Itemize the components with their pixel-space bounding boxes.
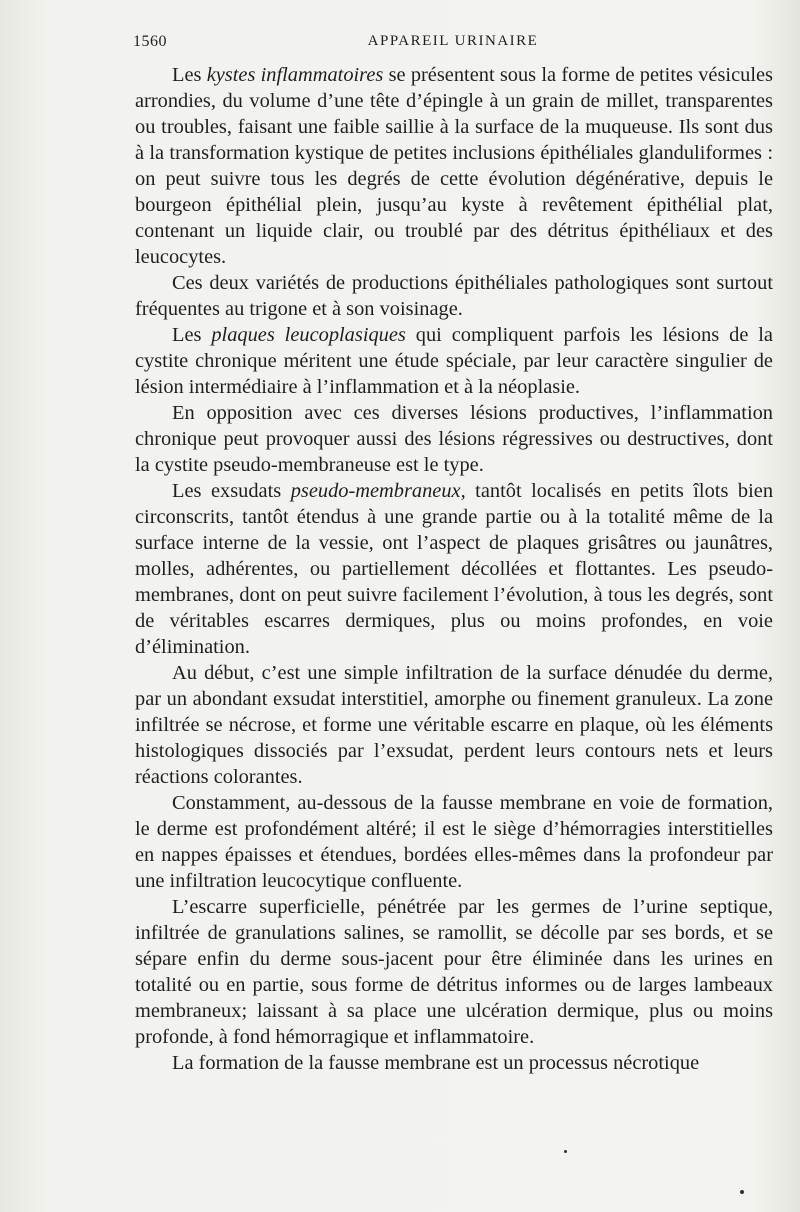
paragraph-leucoplasic-plaques [135, 322, 773, 400]
page-number: 1560 [133, 33, 167, 50]
paragraph-text: tantôt localisés en petits îlots bien circonscrits, tantôt étendus à une grande partie ou à la totalité même de la surface interne de la vessie, ont l’aspect de plaques grisâtres ou jaunâtres, molles, adhérentes, ou partiellement décollées et flottantes. Les pseudo-membranes, dont on peut suivre facilement l’évolution, à tous les degrés, sont de véritables escarres dermiques, plus ou moins profondes, en voie d’élimination. [135, 480, 774, 658]
paragraph-dermis-altered: Constamment, au-dessous de la fausse membrane en voie de formation, le derme est profondément altéré; il est le siège d’hémorragies interstitielles en nappes épaisses et étendues, bordées elles-mêmes dans la profondeur par une infiltration leucocytique confluente. [135, 792, 773, 892]
paragraph-false-membrane: La formation de la fausse membrane est un processus nécrotique [172, 1052, 700, 1074]
paragraph-beginning: Au début, c’est une simple infiltration de la surface dénudée du derme, par un abondant exsudat interstitiel, amorphe ou finement granuleux. La zone infiltrée se nécrose, et forme une véritable escarre en plaque, où les éléments histologiques dissociés par l’exsudat, perdent leurs contours nets et leurs réactions colorantes. [135, 662, 773, 788]
page-header [133, 33, 773, 55]
paragraph-text: se présentent sous la forme de petites vésicules arrondies, du volume d’une tête d’épingle à un grain de millet, transparentes ou troubles, faisant une faible saillie à la surface de la muqueuse. Ils sont dus à la transformation kystique de petites inclusions épithéliales glanduliformes : on peut suivre tous les degrés de cette évolution dégénérative, depuis le bourgeon épithélial plein, jusqu’au kyste à revêtement épithélial plat, contenant un liquide clair, ou troublé par des détritus épithéliaux et des leucocytes. [135, 64, 773, 268]
paragraph-text: qui compliquent parfois les lésions de la cystite chronique méritent une étude spéciale, par leur caractère singulier de lésion intermédiaire à l’inflammation et à la néoplasie. [135, 324, 773, 398]
italic-term: plaques leucoplasiques [211, 324, 406, 346]
body-text [135, 62, 773, 1076]
print-speck [740, 1190, 744, 1194]
paragraph-pseudomembranous-exudates [135, 478, 773, 660]
paragraph-text: Les exsudats [172, 480, 291, 502]
paragraph-text: Les [172, 64, 207, 86]
italic-term: kystes inflammatoires [206, 64, 384, 86]
paragraph-inflammatory-cysts [135, 62, 773, 270]
paragraph-trigone: Ces deux variétés de productions épithéliales pathologiques sont surtout fréquentes au trigone et à son voisinage. [135, 272, 773, 320]
italic-term: pseudo-membraneux, [290, 480, 466, 502]
paragraph-text: Les [172, 324, 212, 346]
print-speck [564, 1150, 567, 1153]
paragraph-regressive-lesions: En opposition avec ces diverses lésions productives, l’inflammation chronique peut provoquer aussi des lésions régressives ou destructives, dont la cystite pseudo-membraneuse est le type. [135, 402, 773, 476]
paragraph-superficial-eschar: L’escarre superficielle, pénétrée par les germes de l’urine septique, infiltrée de granulations salines, se ramollit, se décolle par ses bords, et se sépare enfin du derme sous-jacent pour être éliminée dans les urines en totalité ou en partie, sous forme de détritus informes ou de larges lambeaux membraneux; laissant à sa place une ulcération dermique, plus ou moins profonde, à fond hémorragique et inflammatoire. [135, 896, 773, 1048]
running-title: APPAREIL URINAIRE [367, 33, 539, 49]
